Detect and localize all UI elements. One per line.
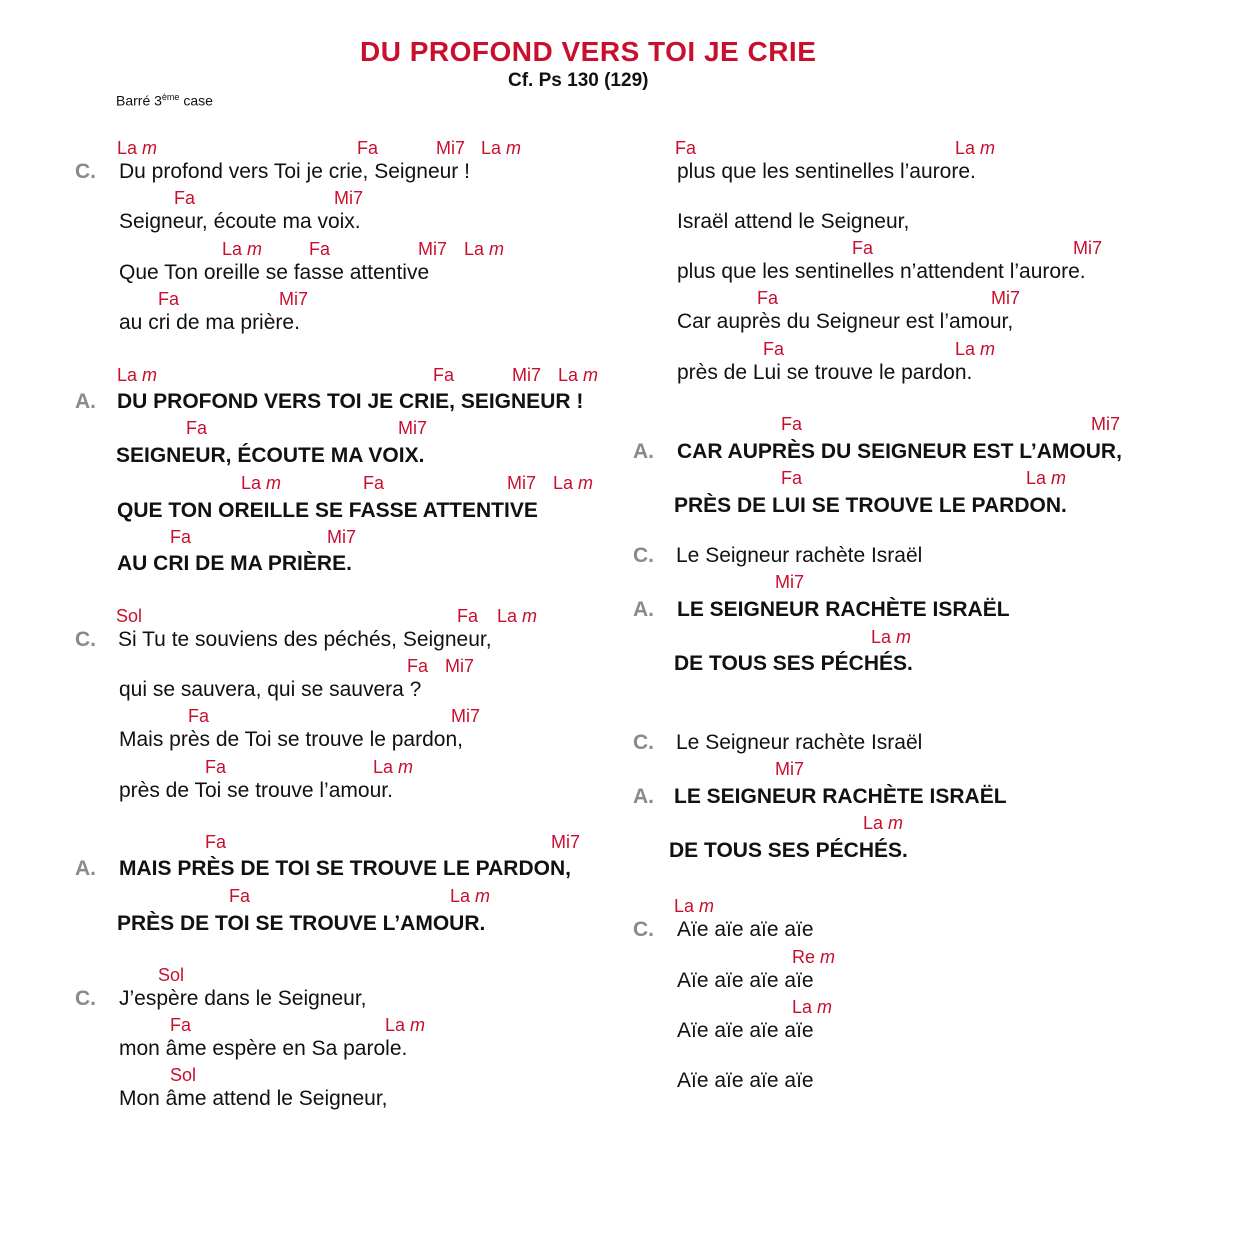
chord-la-m: La m bbox=[863, 813, 904, 833]
chord-la-m: La m bbox=[1026, 468, 1067, 488]
lyric-line: Car auprès du Seigneur est l’amour, bbox=[677, 310, 1014, 333]
refrain-line: PRÈS DE LUI SE TROUVE LE PARDON. bbox=[674, 494, 1067, 517]
refrain-line: LE SEIGNEUR RACHÈTE ISRAËL bbox=[674, 785, 1007, 808]
assembly-marker: A. bbox=[75, 857, 96, 880]
lyric-line: Si Tu te souviens des péchés, Seigneur, bbox=[118, 628, 492, 651]
lyric-line: Aïe aïe aïe aïe bbox=[677, 1069, 814, 1092]
chord-la-m: La m bbox=[553, 473, 594, 493]
refrain-line: DE TOUS SES PÉCHÉS. bbox=[669, 839, 908, 862]
cantor-marker: C. bbox=[633, 544, 654, 567]
lyric-line: Le Seigneur rachète Israël bbox=[676, 731, 923, 754]
song-subtitle: Cf. Ps 130 (129) bbox=[508, 70, 649, 91]
chord-mi7: Mi7 bbox=[436, 138, 466, 158]
chord-la-m: La m bbox=[955, 138, 996, 158]
chord-la-m: La m bbox=[871, 627, 912, 647]
chord-fa: Fa bbox=[357, 138, 379, 158]
chord-la-m: La m bbox=[792, 997, 833, 1017]
chord-fa: Fa bbox=[781, 468, 803, 488]
chord-la-m: La m bbox=[373, 757, 414, 777]
cantor-marker: C. bbox=[633, 918, 654, 941]
cantor-marker: C. bbox=[75, 628, 96, 651]
capo-note-sup: ème bbox=[161, 92, 180, 102]
chord-fa: Fa bbox=[309, 239, 331, 259]
chord-fa: Fa bbox=[781, 414, 803, 434]
chord-fa: Fa bbox=[174, 188, 196, 208]
chord-mi7: Mi7 bbox=[327, 527, 357, 547]
assembly-marker: A. bbox=[633, 598, 654, 621]
chord-fa: Fa bbox=[675, 138, 697, 158]
capo-note bbox=[116, 92, 213, 109]
chord-fa: Fa bbox=[363, 473, 385, 493]
capo-note-text: Barré 3 bbox=[116, 92, 162, 109]
lyric-line: Israël attend le Seigneur, bbox=[677, 210, 910, 233]
refrain-line: DE TOUS SES PÉCHÉS. bbox=[674, 652, 913, 675]
chord-la-m: La m bbox=[674, 896, 715, 916]
lyric-line: près de Toi se trouve l’amour. bbox=[119, 779, 393, 802]
refrain-line: QUE TON OREILLE SE FASSE ATTENTIVE bbox=[117, 499, 538, 522]
chord-sol: Sol bbox=[158, 965, 185, 985]
chord-fa: Fa bbox=[205, 757, 227, 777]
lyric-line: près de Lui se trouve le pardon. bbox=[677, 361, 973, 384]
chord-fa: Fa bbox=[757, 288, 779, 308]
chord-fa: Fa bbox=[205, 832, 227, 852]
chord-fa: Fa bbox=[433, 365, 455, 385]
chord-mi7: Mi7 bbox=[418, 239, 448, 259]
chord-fa: Fa bbox=[170, 527, 192, 547]
cantor-marker: C. bbox=[75, 160, 96, 183]
chord-sol: Sol bbox=[170, 1065, 197, 1085]
assembly-marker: A. bbox=[75, 390, 96, 413]
lyric-line: Aïe aïe aïe aïe bbox=[677, 969, 814, 992]
chord-fa: Fa bbox=[407, 656, 429, 676]
chord-re-m: Re m bbox=[792, 947, 836, 967]
chord-mi7: Mi7 bbox=[451, 706, 481, 726]
lyric-line: Mon âme attend le Seigneur, bbox=[119, 1087, 388, 1110]
chord-fa: Fa bbox=[763, 339, 785, 359]
chord-fa: Fa bbox=[186, 418, 208, 438]
chord-mi7: Mi7 bbox=[551, 832, 581, 852]
chord-la-m: La m bbox=[450, 886, 491, 906]
chord-mi7: Mi7 bbox=[775, 572, 805, 592]
chord-sol: Sol bbox=[116, 606, 143, 626]
cantor-marker: C. bbox=[633, 731, 654, 754]
lyric-line: au cri de ma prière. bbox=[119, 311, 300, 334]
chord-mi7: Mi7 bbox=[334, 188, 364, 208]
chord-fa: Fa bbox=[158, 289, 180, 309]
lyric-line: plus que les sentinelles n’attendent l’aurore. bbox=[677, 260, 1086, 283]
chord-la-m: La m bbox=[385, 1015, 426, 1035]
chord-la-m: La m bbox=[117, 365, 158, 385]
chord-mi7: Mi7 bbox=[445, 656, 475, 676]
refrain-line: SEIGNEUR, ÉCOUTE MA VOIX. bbox=[116, 444, 425, 467]
chord-mi7: Mi7 bbox=[1073, 238, 1103, 258]
cantor-marker: C. bbox=[75, 987, 96, 1010]
chord-mi7: Mi7 bbox=[991, 288, 1021, 308]
chord-la-m: La m bbox=[464, 239, 505, 259]
chord-mi7: Mi7 bbox=[398, 418, 428, 438]
song-title: DU PROFOND VERS TOI JE CRIE bbox=[360, 36, 817, 67]
chord-la-m: La m bbox=[497, 606, 538, 626]
refrain-line: CAR AUPRÈS DU SEIGNEUR EST L’AMOUR, bbox=[677, 440, 1122, 463]
lyric-line: Aïe aïe aïe aïe bbox=[677, 918, 814, 941]
lyric-line: Du profond vers Toi je crie, Seigneur ! bbox=[119, 160, 470, 183]
chord-la-m: La m bbox=[222, 239, 263, 259]
refrain-line: LE SEIGNEUR RACHÈTE ISRAËL bbox=[677, 598, 1010, 621]
chord-fa: Fa bbox=[852, 238, 874, 258]
chord-la-m: La m bbox=[481, 138, 522, 158]
refrain-line: AU CRI DE MA PRIÈRE. bbox=[117, 552, 352, 575]
chord-fa: Fa bbox=[170, 1015, 192, 1035]
lyric-line: Le Seigneur rachète Israël bbox=[676, 544, 923, 567]
chord-fa: Fa bbox=[457, 606, 479, 626]
chord-mi7: Mi7 bbox=[1091, 414, 1121, 434]
chord-la-m: La m bbox=[117, 138, 158, 158]
lyric-line: qui se sauvera, qui se sauvera ? bbox=[119, 678, 422, 701]
lyric-line: Que Ton oreille se fasse attentive bbox=[119, 261, 430, 284]
lyric-line: mon âme espère en Sa parole. bbox=[119, 1037, 408, 1060]
assembly-marker: A. bbox=[633, 785, 654, 808]
refrain-line: PRÈS DE TOI SE TROUVE L’AMOUR. bbox=[117, 912, 486, 935]
lyric-line: Mais près de Toi se trouve le pardon, bbox=[119, 728, 463, 751]
lyric-line: Seigneur, écoute ma voix. bbox=[119, 210, 361, 233]
assembly-marker: A. bbox=[633, 440, 654, 463]
lyric-line: plus que les sentinelles l’aurore. bbox=[677, 160, 976, 183]
chord-la-m: La m bbox=[955, 339, 996, 359]
capo-note-end: case bbox=[179, 92, 213, 109]
chord-fa: Fa bbox=[188, 706, 210, 726]
refrain-line: DU PROFOND VERS TOI JE CRIE, SEIGNEUR ! bbox=[117, 390, 584, 413]
chord-fa: Fa bbox=[229, 886, 251, 906]
lyric-line: J’espère dans le Seigneur, bbox=[119, 987, 367, 1010]
chord-mi7: Mi7 bbox=[507, 473, 537, 493]
refrain-line: MAIS PRÈS DE TOI SE TROUVE LE PARDON, bbox=[119, 857, 571, 880]
chord-la-m: La m bbox=[558, 365, 599, 385]
lyric-line: Aïe aïe aïe aïe bbox=[677, 1019, 814, 1042]
chord-mi7: Mi7 bbox=[279, 289, 309, 309]
chord-mi7: Mi7 bbox=[512, 365, 542, 385]
chord-la-m: La m bbox=[241, 473, 282, 493]
chord-mi7: Mi7 bbox=[775, 759, 805, 779]
